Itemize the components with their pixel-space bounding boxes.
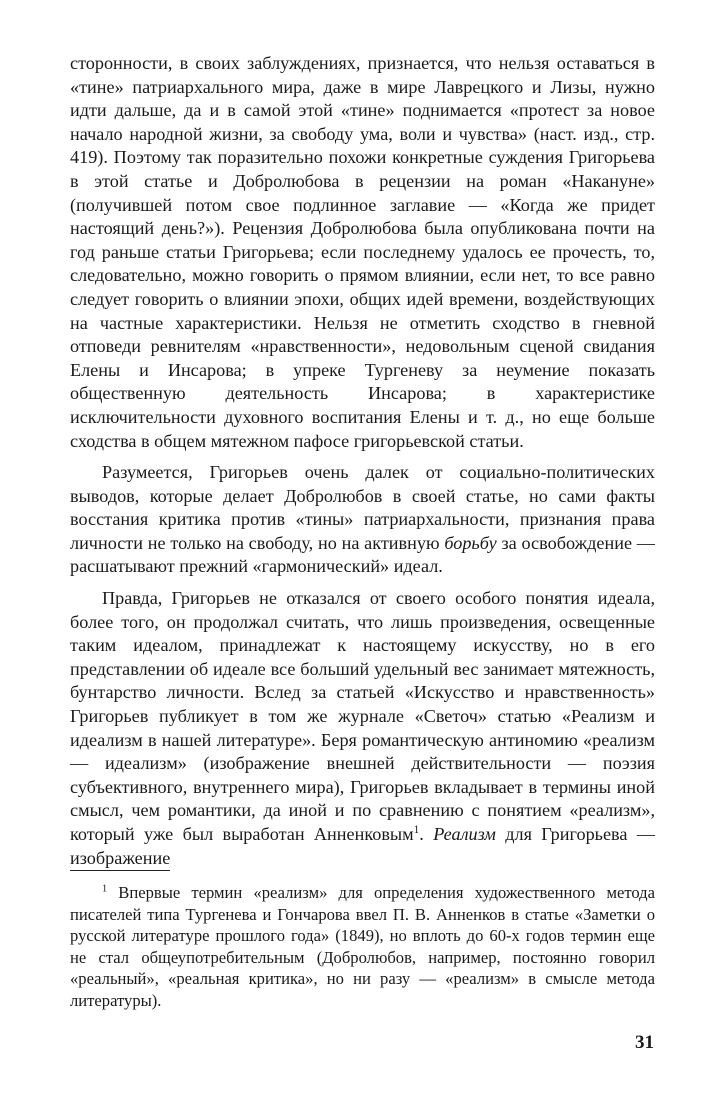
text-run: для Григорьева — изображение bbox=[70, 824, 656, 868]
page-number: 31 bbox=[635, 1032, 654, 1053]
text-run: за освобождение — расшатывают прежний «гармонический» идеал. bbox=[70, 532, 655, 577]
footnote-text: Впервые термин «реализм» для определения художественного метода писателей типа Тургенева и Гончарова ввел П. В. Анненков в статье «Заметки о русской литературе прошлого года» (1849), но вплоть до 60-х годов термин еще не стал общеупотребительным (Добролюбов, например, постоянно говорил «реальный», «реальная критика», но ни разу — «реализм» в смысле метода литературы). bbox=[70, 883, 655, 1010]
paragraph bbox=[70, 461, 655, 579]
text-run: Правда, Григорьев не отказался от своего особого понятия идеала, более того, он продолжал считать, что лишь произведения, освещенные таким идеалом, принадлежат к настоящему искусству, но в его представлении об идеале все больший удельный вес занимает мятежность, бунтарство личности. Вслед за статьей «Искусство и нравственность» Григорьев публикует в том же журнале «Светоч» статью «Реализм и идеализм в нашей литературе». Беря романтическую антиномию «реализм — идеализм» (изображение внешней действительности — поэзия субъективного, внутреннего мира), Григорьев вкладывает в термины иной смысл, чем романтики, да иной и по сравнению с понятием «реализм», который уже был выработан Анненковым bbox=[70, 588, 655, 844]
text-run: . bbox=[419, 824, 434, 844]
main-text bbox=[70, 52, 655, 870]
text-run: сторонности, в своих заблуждениях, признается, что нельзя оставаться в «тине» патриархального мира, даже в мире Лаврецкого и Лизы, нужно идти дальше, да и в самой этой «тине» поднимается «протест за новое начало народной жизни, за свободу ума, воли и чувства» (наст. изд., стр. 419). Поэтому так поразительно похожи конкретные суждения Григорьева в этой статье и Добролюбова в рецензии на роман «Накануне» (получившей потом свое подлинное заглавие — «Когда же придет настоящий день?»). Рецензия Добролюбова была опубликована почти на год раньше статьи Григорьева; если последнему удалось ее прочесть, то, следовательно, можно говорить о прямом влиянии, если нет, то все равно следует говорить о влиянии эпохи, общих идей времени, воздействующих на частные характеристики. Нельзя не отметить сходство в гневной отповеди ревнителям «нравственности», недовольным сценой свидания Елены и Инсарова; в упреке Тургеневу за неумение показать общественную деятельность Инсарова; в характеристике исключительности духовного воспитания Елены и т. д., но еще больше сходства в общем мятежном пафосе григорьевской статьи. bbox=[70, 53, 655, 451]
text-run: Разумеется, Григорьев очень далек от социально-политических выводов, которые делает Добролюбов в своей статье, но сами факты восстания критика против «тины» патриархальности, признания права личности не только на свободу, но на активную bbox=[70, 462, 655, 553]
italic-term: борьбу bbox=[444, 532, 497, 553]
footnote-divider bbox=[70, 870, 170, 871]
paragraph bbox=[70, 587, 655, 870]
footnote-marker: 1 bbox=[102, 883, 108, 895]
footnote-paragraph bbox=[70, 882, 655, 1011]
italic-term: Реализм bbox=[433, 824, 496, 844]
footnote bbox=[70, 882, 655, 1011]
footnote-reference: 1 bbox=[413, 823, 420, 836]
paragraph bbox=[70, 52, 655, 453]
